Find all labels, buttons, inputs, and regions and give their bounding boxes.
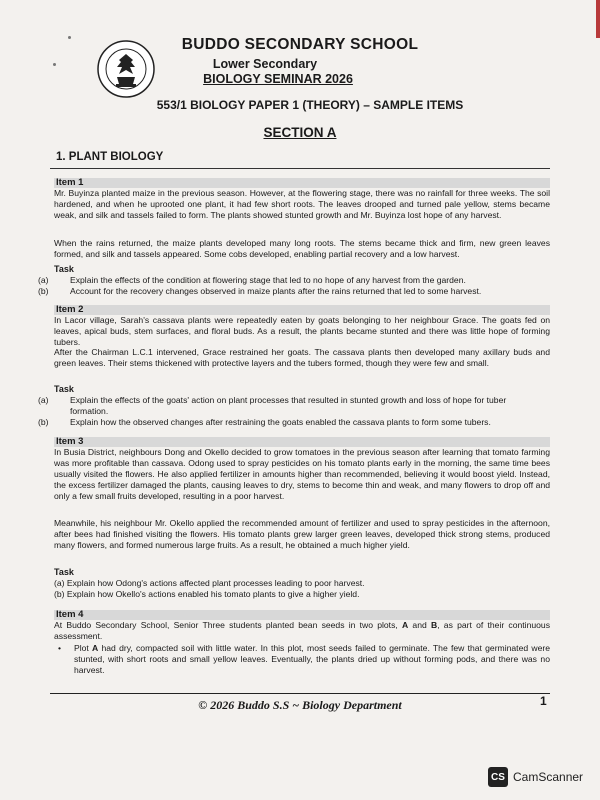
item-title: Item 3 [56, 436, 84, 447]
item-3-paragraph-2: Meanwhile, his neighbour Mr. Okello applied the recommended amount of fertilizer and used to spray pesticides in the afternoon, after bees had finished visiting the flowers. His tomato plants grew larger green leaves, developed thick strong stems, produced many flowers, and formed numerous large fruits. As a result, he obtained a much higher yield. [54, 518, 550, 550]
task-question: Explain how the observed changes after restraining the goats enabled the cassava plants to form some tubers. [70, 416, 491, 427]
task-question: Explain the effects of the condition at flowering stage that led to no hope of any harvest from the garden. [70, 275, 466, 285]
item-3-heading [54, 437, 550, 447]
item-4-bullet [54, 643, 550, 676]
bullet-icon: • [58, 643, 62, 653]
item-1-paragraph-2: When the rains returned, the maize plants developed many long roots. The stems became thick and firm, new green leaves formed, and silk and tassels appeared. Some cobs developed, enabling partial recovery and a low harvest. [54, 238, 550, 259]
task-letter: (b) [38, 285, 49, 296]
bullet-text: had dry, compacted soil with little water. In this plot, most seeds failed to germinate. The few that germinated were stunted, with short roots and small yellow leaves. Eventually, the plants dried up without forming pods, and there was no harvest. [74, 643, 550, 675]
speck [68, 36, 71, 39]
level-title: Lower Secondary [212, 57, 318, 71]
item-title: Item 4 [56, 609, 84, 620]
camscanner-label: CamScanner [513, 770, 584, 784]
task-question: Explain the effects of the goats' action on plant processes that resulted in stunted growth and loss of hope for tuber formation. [70, 395, 507, 416]
intro-text: At Buddo Secondary School, Senior Three students planted bean seeds in two plots, [54, 620, 402, 630]
plot-a-label: A [401, 620, 409, 630]
school-name: BUDDO SECONDARY SCHOOL [181, 36, 419, 53]
paper-title: 553/1 BIOLOGY PAPER 1 (THEORY) – SAMPLE ITEMS [156, 98, 464, 112]
section-title: SECTION A [263, 125, 337, 140]
intro-text: and [408, 620, 431, 630]
camscanner-watermark [488, 767, 583, 787]
item-1-task-label: Task [54, 264, 74, 274]
item-2-paragraph-2: After the Chairman L.C.1 intervened, Grace restrained her goats. The cassava plants then developed many axillary buds and green leaves. Their stems thickened with protective layers and the tubers formed, though they were few and small. [54, 347, 550, 368]
item-2-paragraph-1: In Lacor village, Sarah's cassava plants were repeatedly eaten by goats belonging to her neighbour Grace. The goats fed on leaves, apical buds, stem surfaces, and floral buds. As a result, the plants became stunted and there was little hope of forming tubers. [54, 315, 550, 347]
item-2-task-label: Task [54, 384, 74, 394]
task-letter: (a) [38, 395, 49, 405]
seminar-title: BIOLOGY SEMINAR 2026 [203, 72, 353, 86]
plot-a-label: A [92, 643, 99, 653]
task-letter: (b) [38, 416, 49, 427]
intro-text: , as part of their continuous assessment. [54, 620, 550, 641]
bullet-text: Plot [74, 643, 93, 653]
item-3-paragraph-1: In Busia District, neighbours Dong and Okello decided to grow tomatoes in the previous season after learning that tomato farming was more profitable than cassava. Odong used to spray pesticides on his tomato plants early in the morning, the same time bees usually visited the flowers. He also applied fertilizer in amounts higher than recommended, believing it would boost yield. Instead, the excess fertilizer damaged the plants, causing leaves to dry, stems to become thin and weak, and many flowers to drop off and only a few small fruits developed, resulting in a poor harvest. [54, 447, 550, 501]
item-title: Item 1 [56, 177, 84, 188]
item-1-heading [54, 178, 550, 188]
page-number: 1 [540, 694, 547, 708]
topic-label: 1. PLANT BIOLOGY [56, 151, 164, 163]
item-3-task-list [54, 578, 544, 600]
item-title: Item 2 [56, 304, 84, 315]
topic-heading [50, 150, 550, 169]
speck [53, 63, 56, 66]
camscanner-logo-icon: CS [488, 767, 508, 787]
task-question: (a) Explain how Odong's actions affected plant processes leading to poor harvest. [54, 578, 365, 588]
edge-mark [596, 0, 600, 38]
plot-b-label: B [430, 620, 438, 630]
item-2-task-list [38, 395, 544, 428]
item-1-paragraph-1: Mr. Buyinza planted maize in the previous season. However, at the flowering stage, there was no rainfall for three weeks. The soil hardened, and when he uprooted one plant, it had few short roots. The leaves drooped and turned pale yellow, stems became weak, and silk and tassels failed to form. The plants showed stunted growth and Mr. Buyinza lost hope of any harvest. [54, 188, 550, 220]
task-question: Account for the recovery changes observed in maize plants after the rains returned that led to some harvest. [70, 285, 482, 296]
task-letter: (a) [38, 275, 49, 285]
item-2-heading [54, 305, 550, 315]
task-question: (b) Explain how Okello's actions enabled his tomato plants to give a higher yield. [54, 588, 360, 599]
school-crest-icon [97, 40, 155, 98]
item-4-heading [54, 610, 550, 620]
footer-copyright: © 2026 Buddo S.S ~ Biology Department [198, 698, 402, 712]
item-3-task-label: Task [54, 567, 74, 577]
item-4-intro [54, 620, 550, 642]
footer-rule [50, 693, 550, 694]
item-1-task-list [38, 275, 544, 297]
